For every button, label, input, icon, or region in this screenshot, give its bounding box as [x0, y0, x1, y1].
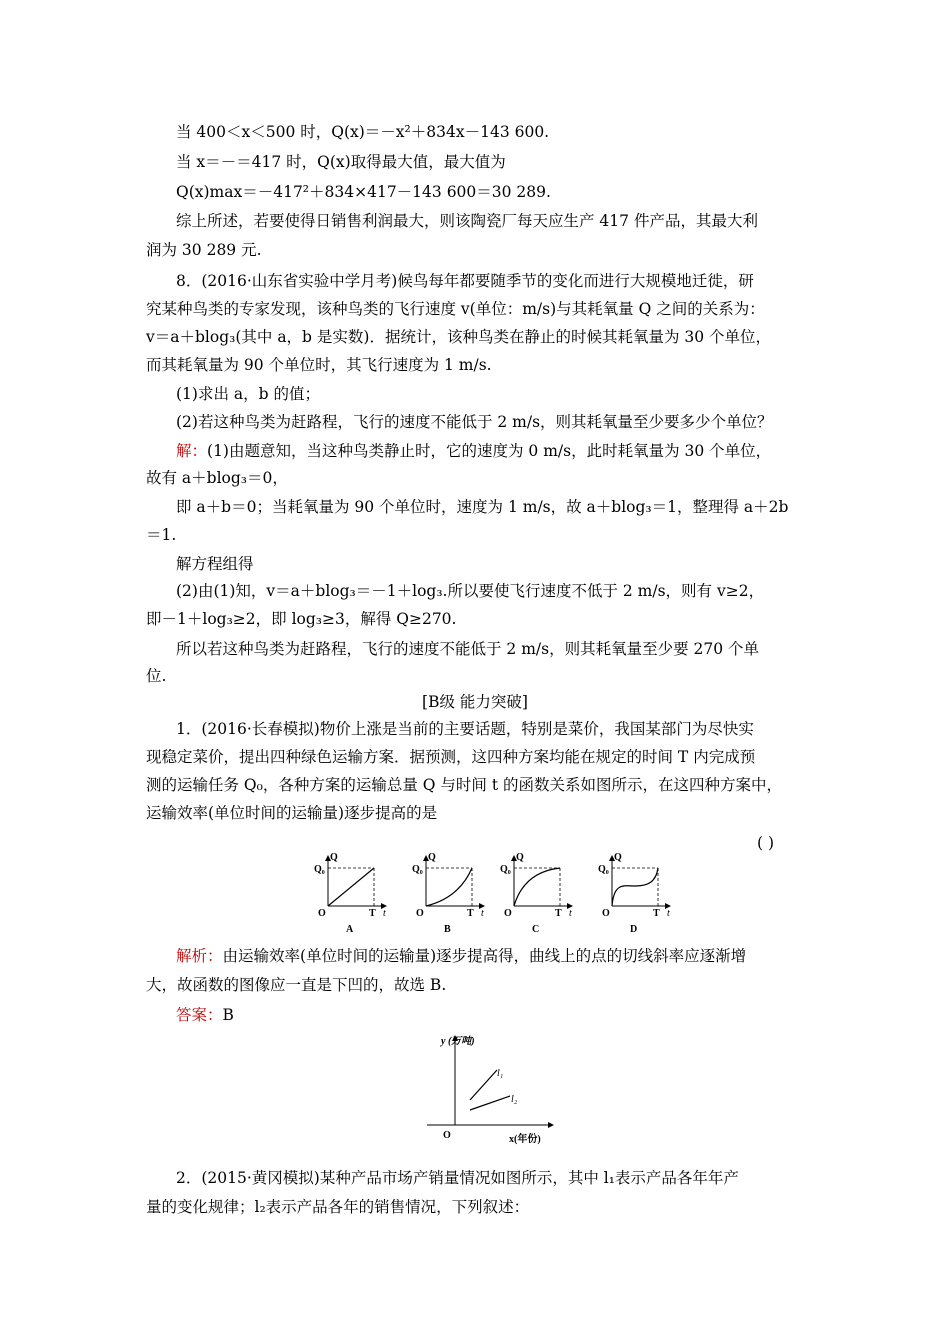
panel-a: [314, 852, 386, 935]
l2-label: l₂: [511, 1094, 518, 1105]
svg-text:O: O: [602, 908, 610, 919]
panel-label: D: [630, 924, 638, 935]
curve-c: [514, 868, 560, 906]
solution-label: 解：: [176, 442, 208, 460]
curve-a: [328, 868, 374, 906]
answer-line: 答案：B: [176, 1006, 234, 1024]
analysis-label: 解析：: [176, 947, 223, 965]
svg-text:T: T: [555, 908, 562, 919]
panel-label: C: [532, 924, 540, 935]
answer-label: 答案：: [176, 1006, 223, 1024]
text-line: 润为 30 289 元.: [146, 241, 262, 259]
panel-d: [598, 852, 670, 935]
svg-text:O: O: [504, 908, 512, 919]
svg-text:Q₀: Q₀: [412, 864, 423, 875]
sub-question-2: (2)若这种鸟类为赶路程，飞行的速度不能低于 2 m/s，则其耗氧量至少要多少个单位？: [176, 413, 773, 431]
origin-label: O: [443, 1130, 451, 1141]
text-line: 测的运输任务 Q₀，各种方案的运输总量 Q 与时间 t 的函数关系如图所示，在这四种方案中，: [146, 776, 782, 794]
svg-text:Q: Q: [330, 852, 338, 863]
svg-text:O: O: [318, 908, 326, 919]
text-line: 究某种鸟类的专家发现，该种鸟类的飞行速度 v(单位：m/s)与其耗氧量 Q 之间的关系为：: [146, 300, 765, 318]
svg-text:Q₀: Q₀: [500, 864, 511, 875]
svg-text:Q: Q: [614, 852, 622, 863]
panel-c: [500, 852, 572, 935]
text-line: 位.: [146, 667, 167, 685]
line-l2: [470, 1096, 510, 1110]
text-line: 量的变化规律；l₂表示产品各年的销售情况，下列叙述：: [146, 1198, 530, 1216]
text-line: 即－1＋log₃≥2，即 log₃≥3，解得 Q≥270.: [146, 610, 457, 628]
svg-text:T: T: [369, 908, 376, 919]
text-line: ＝1.: [146, 526, 177, 544]
text-line: 运输效率(单位时间的运输量)逐步提高的是: [146, 804, 438, 822]
sub-question-1: (1)求出 a，b 的值；: [176, 385, 320, 403]
x-axis-label: x(年份): [509, 1134, 541, 1145]
svg-text:t: t: [383, 908, 386, 919]
problem-8: 8．(2016·山东省实验中学月考)候鸟每年都要随季节的变化而进行大规模地迁徙，研: [176, 272, 754, 290]
text-line: Q(x)max＝－417²＋834×417－143 600＝30 289.: [176, 183, 551, 201]
svg-text:T: T: [653, 908, 660, 919]
svg-text:Q: Q: [428, 852, 436, 863]
l1-label: l₁: [497, 1068, 504, 1079]
problem-1: 1．(2016·长春模拟)物价上涨是当前的主要话题，特别是菜价，我国某部门为尽快实: [176, 720, 754, 738]
panel-label: A: [346, 924, 354, 935]
figure-production-sales: [425, 1030, 565, 1150]
figure-four-plans: [306, 848, 706, 938]
text-line: 综上所述，若要使得日销售利润最大，则该陶瓷厂每天应生产 417 件产品，其最大利: [176, 212, 758, 230]
line-l1: [470, 1070, 497, 1100]
text-line: 即 a＋b＝0；当耗氧量为 90 个单位时，速度为 1 m/s，故 a＋blog₃＝1，整理得 a＋2b: [176, 498, 789, 516]
text-line: 当 x＝－＝417 时，Q(x)取得最大值，最大值为: [176, 153, 506, 171]
y-axis-label: y (万吨): [441, 1036, 475, 1047]
text-line: v＝a＋blog₃(其中 a，b 是实数)．据统计，该种鸟类在静止的时候其耗氧量为 30 个单位，: [146, 328, 772, 346]
section-title: [B级 能力突破]: [422, 693, 528, 711]
text-line: 大，故函数的图像应一直是下凹的，故选 B.: [146, 976, 447, 994]
svg-text:T: T: [467, 908, 474, 919]
svg-text:Q₀: Q₀: [314, 864, 325, 875]
panel-b: [412, 852, 484, 935]
panel-label: B: [444, 924, 451, 935]
curve-d: [612, 868, 658, 906]
text-line: 解方程组得: [176, 555, 254, 573]
problem-2: 2．(2015·黄冈模拟)某种产品市场产销量情况如图所示，其中 l₁表示产品各年年产: [176, 1169, 739, 1187]
svg-text:Q₀: Q₀: [598, 864, 609, 875]
curve-b: [426, 868, 472, 906]
text-line: 故有 a＋blog₃＝0，: [146, 469, 288, 487]
text-line: 当 400＜x＜500 时，Q(x)＝－x²＋834x－143 600.: [176, 123, 550, 141]
svg-text:t: t: [481, 908, 484, 919]
solution-line: 解：(1)由题意知，当这种鸟类静止时，它的速度为 0 m/s，此时耗氧量为 30 个单位，: [176, 442, 772, 460]
answer-blank: ( ): [757, 834, 775, 852]
svg-text:O: O: [416, 908, 424, 919]
analysis-line: 解析：由运输效率(单位时间的运输量)逐步提高得，曲线上的点的切线斜率应逐渐增: [176, 947, 747, 965]
text-line: 所以若这种鸟类为赶路程，飞行的速度不能低于 2 m/s，则其耗氧量至少要 270 个单: [176, 640, 760, 658]
text-line: (2)由(1)知，v＝a＋blog₃＝－1＋log₃.所以要使飞行速度不低于 2 m/s，则有 v≥2，: [176, 582, 765, 600]
svg-text:t: t: [667, 908, 670, 919]
svg-text:t: t: [569, 908, 572, 919]
svg-text:Q: Q: [516, 852, 524, 863]
text-line: 现稳定菜价，提出四种绿色运输方案．据预测，这四种方案均能在规定的时间 T 内完成预: [146, 748, 756, 766]
text-line: 而其耗氧量为 90 个单位时，其飞行速度为 1 m/s.: [146, 356, 492, 374]
